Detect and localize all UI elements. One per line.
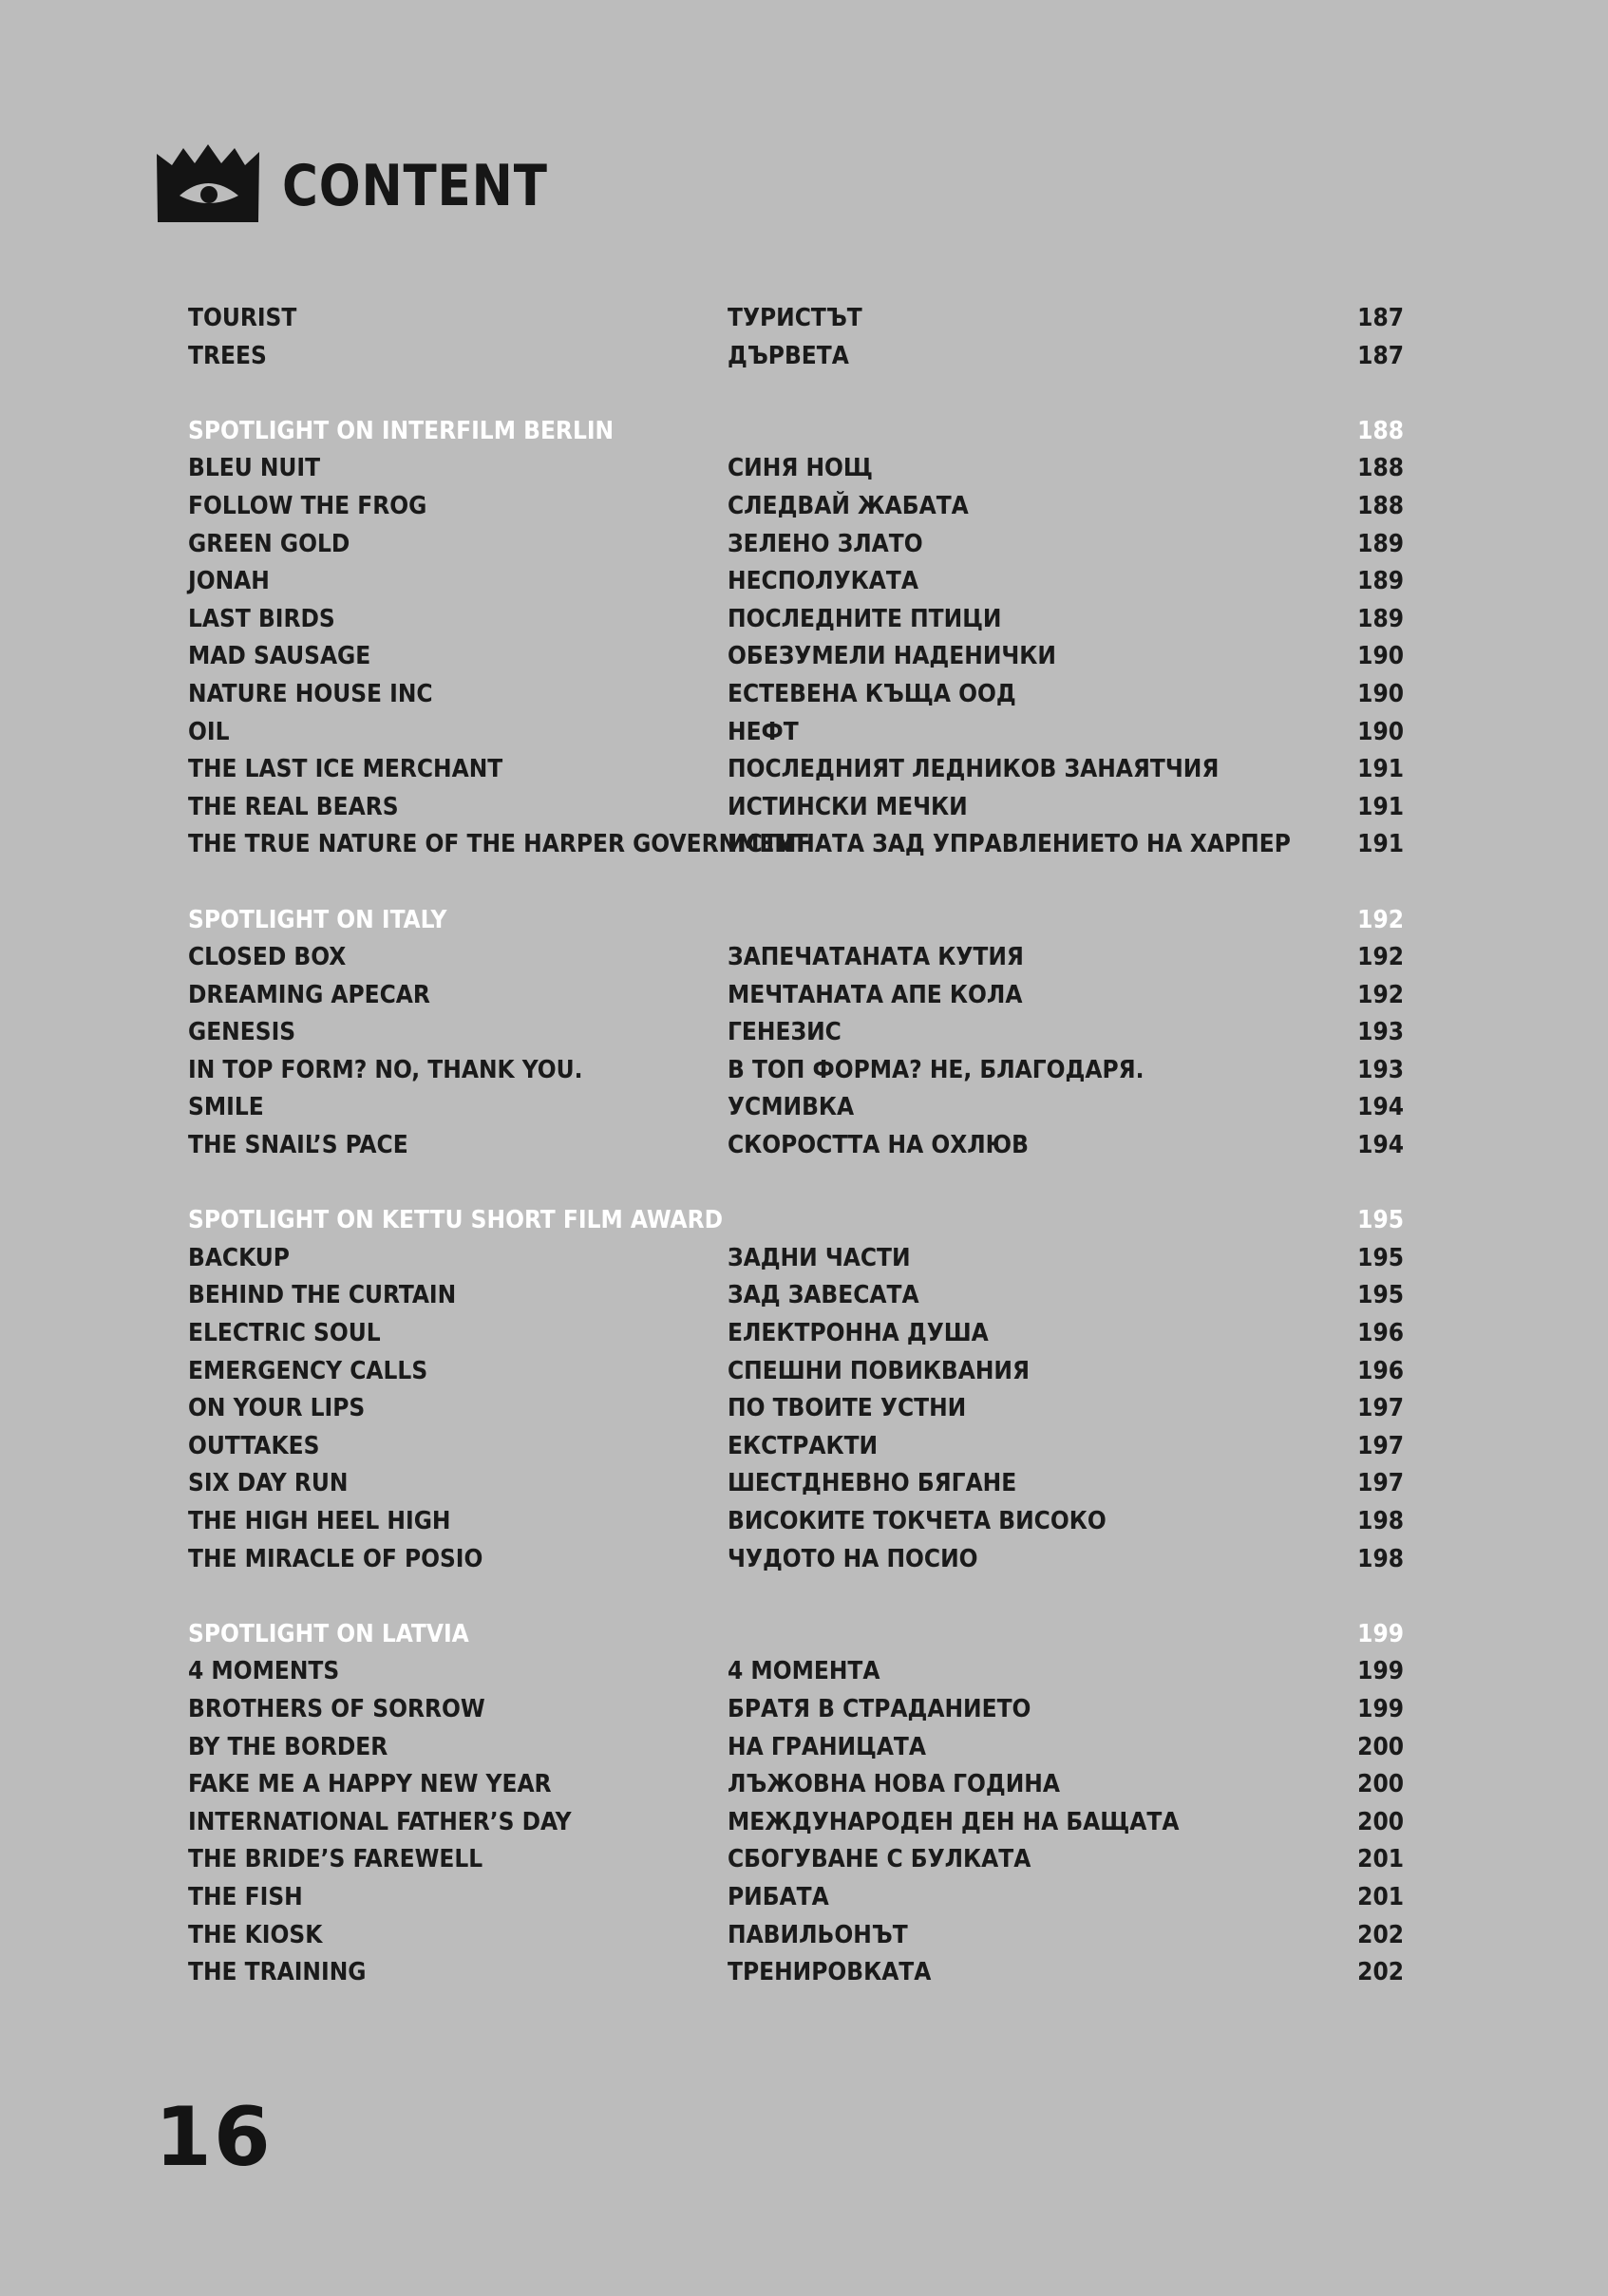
- entry-page: 201: [1357, 1882, 1404, 1911]
- entry-title-bg: ВИСОКИТЕ ТОКЧЕТА ВИСОКО: [728, 1507, 1107, 1535]
- toc-entry: [188, 1804, 1404, 1842]
- toc-entry: [188, 488, 1404, 526]
- entry-title-bg: 4 МОМЕНТА: [728, 1657, 880, 1686]
- toc-entry: [188, 1465, 1404, 1503]
- entry-page: 198: [1357, 1507, 1404, 1535]
- section-title: SPOTLIGHT ON KETTU SHORT FILM AWARD: [188, 1206, 724, 1235]
- entry-page: 188: [1357, 454, 1404, 483]
- section-page: 199: [1357, 1619, 1404, 1648]
- crown-eye-icon: [155, 142, 261, 224]
- entry-title-en: TREES: [188, 341, 267, 370]
- toc-entry: [188, 1428, 1404, 1466]
- entry-page: 202: [1357, 1958, 1404, 1987]
- toc-entry: [188, 563, 1404, 601]
- entry-title-bg: ШЕСТДНЕВНО БЯГАНЕ: [728, 1469, 1017, 1498]
- entry-title-en: ON YOUR LIPS: [188, 1394, 366, 1423]
- toc-entry: [188, 714, 1404, 752]
- page-title: CONTENT: [282, 153, 548, 219]
- entry-page: 192: [1357, 943, 1404, 972]
- entry-title-bg: ПО ТВОИТЕ УСТНИ: [728, 1394, 967, 1423]
- group-spacer: [188, 864, 1404, 902]
- toc-entry: [188, 826, 1404, 864]
- entry-title-bg: ЕСТЕВЕНА КЪЩА ООД: [728, 679, 1016, 708]
- entry-title-bg: БРАТЯ В СТРАДАНИЕТО: [728, 1694, 1031, 1723]
- entry-title-bg: ЕЛЕКТРОННА ДУША: [728, 1319, 989, 1348]
- group-spacer: [188, 375, 1404, 413]
- toc-entry: [188, 1766, 1404, 1804]
- entry-page: 198: [1357, 1544, 1404, 1573]
- entry-page: 200: [1357, 1770, 1404, 1799]
- section-heading: [188, 413, 1404, 451]
- entry-title-en: MAD SAUSAGE: [188, 642, 371, 671]
- entry-title-en: THE MIRACLE OF POSIO: [188, 1544, 483, 1573]
- entry-title-bg: СИНЯ НОЩ: [728, 454, 873, 483]
- entry-title-bg: РИБАТА: [728, 1882, 829, 1911]
- entry-title-bg: МЕЧТАНАТА АПЕ КОЛА: [728, 980, 1023, 1009]
- entry-title-en: THE SNAIL’S PACE: [188, 1131, 408, 1160]
- entry-title-en: JONAH: [188, 567, 270, 596]
- toc-entry: [188, 1353, 1404, 1391]
- entry-title-bg: ЛЪЖОВНА НОВА ГОДИНА: [728, 1770, 1060, 1799]
- toc-entry: [188, 751, 1404, 789]
- toc-entry: [188, 1390, 1404, 1428]
- entry-title-en: THE FISH: [188, 1882, 303, 1911]
- entry-title-bg: ЗАПЕЧАТАНАТА КУТИЯ: [728, 943, 1024, 972]
- toc-entry: [188, 1014, 1404, 1052]
- entry-page: 194: [1357, 1131, 1404, 1160]
- toc-entry: [188, 676, 1404, 714]
- entry-page: 191: [1357, 830, 1404, 859]
- section-title: SPOTLIGHT ON ITALY: [188, 905, 447, 934]
- entry-title-bg: ЗАД ЗАВЕСАТА: [728, 1281, 919, 1310]
- toc-entry: [188, 789, 1404, 827]
- entry-page: 201: [1357, 1845, 1404, 1874]
- entry-title-bg: ЗАДНИ ЧАСТИ: [728, 1243, 911, 1272]
- toc-entry: [188, 1089, 1404, 1127]
- entry-page: 200: [1357, 1807, 1404, 1836]
- entry-title-bg: ПОСЛЕДНИТЕ ПТИЦИ: [728, 604, 1002, 633]
- entry-title-bg: СБОГУВАНЕ С БУЛКАТА: [728, 1845, 1031, 1874]
- toc-entry: [188, 601, 1404, 639]
- entry-title-en: SIX DAY RUN: [188, 1469, 349, 1498]
- section-page: 188: [1357, 416, 1404, 445]
- toc-entry: [188, 338, 1404, 376]
- entry-title-en: FAKE ME A HAPPY NEW YEAR: [188, 1770, 552, 1799]
- entry-page: 190: [1357, 679, 1404, 708]
- entry-title-en: SMILE: [188, 1093, 264, 1122]
- group-spacer: [188, 1165, 1404, 1203]
- entry-page: 187: [1357, 304, 1404, 332]
- entry-title-en: 4 MOMENTS: [188, 1657, 340, 1686]
- entry-title-bg: ДЪРВЕТА: [728, 341, 849, 370]
- group-spacer: [188, 1578, 1404, 1616]
- entry-title-en: OIL: [188, 717, 230, 746]
- entry-page: 200: [1357, 1732, 1404, 1761]
- entry-title-en: IN TOP FORM? NO, THANK YOU.: [188, 1055, 583, 1084]
- entry-title-bg: ОБЕЗУМЕЛИ НАДЕНИЧКИ: [728, 642, 1056, 671]
- toc-entry: [188, 450, 1404, 488]
- entry-title-bg: СПЕШНИ ПОВИКВАНИЯ: [728, 1356, 1030, 1385]
- section-page: 192: [1357, 905, 1404, 934]
- entry-title-en: THE LAST ICE MERCHANT: [188, 755, 503, 784]
- entry-title-en: THE KIOSK: [188, 1920, 323, 1949]
- entry-title-en: ELECTRIC SOUL: [188, 1319, 381, 1348]
- section-heading: [188, 1202, 1404, 1240]
- entry-page: 191: [1357, 755, 1404, 784]
- page-number: 16: [155, 2090, 273, 2185]
- entry-title-en: BACKUP: [188, 1243, 290, 1272]
- entry-title-bg: НА ГРАНИЦАТА: [728, 1732, 926, 1761]
- entry-page: 195: [1357, 1281, 1404, 1310]
- table-of-contents: [188, 300, 1404, 1992]
- entry-title-en: BLEU NUIT: [188, 454, 321, 483]
- entry-title-bg: СЛЕДВАЙ ЖАБАТА: [728, 491, 969, 520]
- entry-title-en: BROTHERS OF SORROW: [188, 1694, 485, 1723]
- toc-entry: [188, 1879, 1404, 1917]
- entry-title-en: EMERGENCY CALLS: [188, 1356, 428, 1385]
- toc-entry: [188, 1954, 1404, 1992]
- entry-title-en: TOURIST: [188, 304, 297, 332]
- section-title: SPOTLIGHT ON INTERFILM BERLIN: [188, 416, 615, 445]
- entry-title-en: THE HIGH HEEL HIGH: [188, 1507, 451, 1535]
- entry-title-en: GREEN GOLD: [188, 529, 350, 558]
- entry-title-bg: ТУРИСТЪТ: [728, 304, 862, 332]
- entry-page: 199: [1357, 1694, 1404, 1723]
- entry-page: 196: [1357, 1319, 1404, 1348]
- entry-page: 193: [1357, 1055, 1404, 1084]
- entry-title-bg: ПАВИЛЬОНЪТ: [728, 1920, 908, 1949]
- entry-page: 197: [1357, 1431, 1404, 1460]
- entry-title-bg: НЕСПОЛУКАТА: [728, 567, 918, 596]
- toc-entry: [188, 1917, 1404, 1955]
- toc-entry: [188, 977, 1404, 1015]
- toc-entry: [188, 1240, 1404, 1278]
- toc-entry: [188, 1729, 1404, 1767]
- entry-page: 197: [1357, 1469, 1404, 1498]
- entry-title-en: NATURE HOUSE INC: [188, 679, 433, 708]
- entry-title-bg: УСМИВКА: [728, 1093, 855, 1122]
- entry-page: 190: [1357, 642, 1404, 671]
- toc-entry: [188, 1541, 1404, 1579]
- toc-entry: [188, 638, 1404, 676]
- entry-title-en: GENESIS: [188, 1018, 296, 1047]
- entry-title-en: BY THE BORDER: [188, 1732, 388, 1761]
- toc-entry: [188, 1127, 1404, 1165]
- entry-title-bg: ПОСЛЕДНИЯТ ЛЕДНИКОВ ЗАНАЯТЧИЯ: [728, 755, 1220, 784]
- entry-page: 191: [1357, 792, 1404, 821]
- entry-title-bg: ИСТИНАТА ЗАД УПРАВЛЕНИЕТО НА ХАРПЕР: [728, 830, 1291, 859]
- section-heading: [188, 1616, 1404, 1654]
- entry-title-en: BEHIND THE CURTAIN: [188, 1281, 457, 1310]
- toc-entry: [188, 300, 1404, 338]
- section-heading: [188, 902, 1404, 940]
- entry-page: 189: [1357, 604, 1404, 633]
- toc-entry: [188, 1315, 1404, 1353]
- entry-page: 194: [1357, 1093, 1404, 1122]
- entry-title-bg: МЕЖДУНАРОДЕН ДЕН НА БАЩАТА: [728, 1807, 1180, 1836]
- section-page: 195: [1357, 1206, 1404, 1235]
- entry-page: 189: [1357, 529, 1404, 558]
- entry-page: 197: [1357, 1394, 1404, 1423]
- entry-page: 189: [1357, 567, 1404, 596]
- entry-title-bg: ТРЕНИРОВКАТА: [728, 1958, 932, 1987]
- entry-page: 190: [1357, 717, 1404, 746]
- entry-title-bg: ЗЕЛЕНО ЗЛАТО: [728, 529, 923, 558]
- toc-entry: [188, 1277, 1404, 1315]
- entry-title-bg: В ТОП ФОРМА? НЕ, БЛАГОДАРЯ.: [728, 1055, 1145, 1084]
- toc-entry: [188, 526, 1404, 564]
- toc-entry: [188, 1841, 1404, 1879]
- entry-title-en: THE TRUE NATURE OF THE HARPER GOVERNMENT: [188, 830, 808, 859]
- entry-page: 195: [1357, 1243, 1404, 1272]
- entry-title-bg: ЕКСТРАКТИ: [728, 1431, 879, 1460]
- toc-entry: [188, 939, 1404, 977]
- toc-entry: [188, 1503, 1404, 1541]
- entry-page: 199: [1357, 1657, 1404, 1686]
- entry-page: 196: [1357, 1356, 1404, 1385]
- entry-title-en: THE TRAINING: [188, 1958, 367, 1987]
- entry-title-bg: СКОРОСТТА НА ОХЛЮВ: [728, 1131, 1029, 1160]
- entry-title-bg: ГЕНЕЗИС: [728, 1018, 842, 1047]
- entry-page: 202: [1357, 1920, 1404, 1949]
- entry-title-en: DREAMING APECAR: [188, 980, 430, 1009]
- entry-title-bg: ЧУДОТО НА ПОСИО: [728, 1544, 978, 1573]
- entry-title-en: THE REAL BEARS: [188, 792, 399, 821]
- toc-entry: [188, 1653, 1404, 1691]
- entry-title-bg: ИСТИНСКИ МЕЧКИ: [728, 792, 968, 821]
- content-header: [155, 141, 591, 226]
- entry-title-en: CLOSED BOX: [188, 943, 347, 972]
- entry-title-en: OUTTAKES: [188, 1431, 320, 1460]
- toc-entry: [188, 1052, 1404, 1090]
- toc-entry: [188, 1691, 1404, 1729]
- entry-page: 192: [1357, 980, 1404, 1009]
- entry-title-bg: НЕФТ: [728, 717, 799, 746]
- entry-title-en: INTERNATIONAL FATHER’S DAY: [188, 1807, 572, 1836]
- section-title: SPOTLIGHT ON LATVIA: [188, 1619, 469, 1648]
- entry-title-en: FOLLOW THE FROG: [188, 491, 427, 520]
- entry-page: 188: [1357, 491, 1404, 520]
- entry-page: 187: [1357, 341, 1404, 370]
- entry-title-en: LAST BIRDS: [188, 604, 335, 633]
- entry-title-en: THE BRIDE’S FAREWELL: [188, 1845, 483, 1874]
- entry-page: 193: [1357, 1018, 1404, 1047]
